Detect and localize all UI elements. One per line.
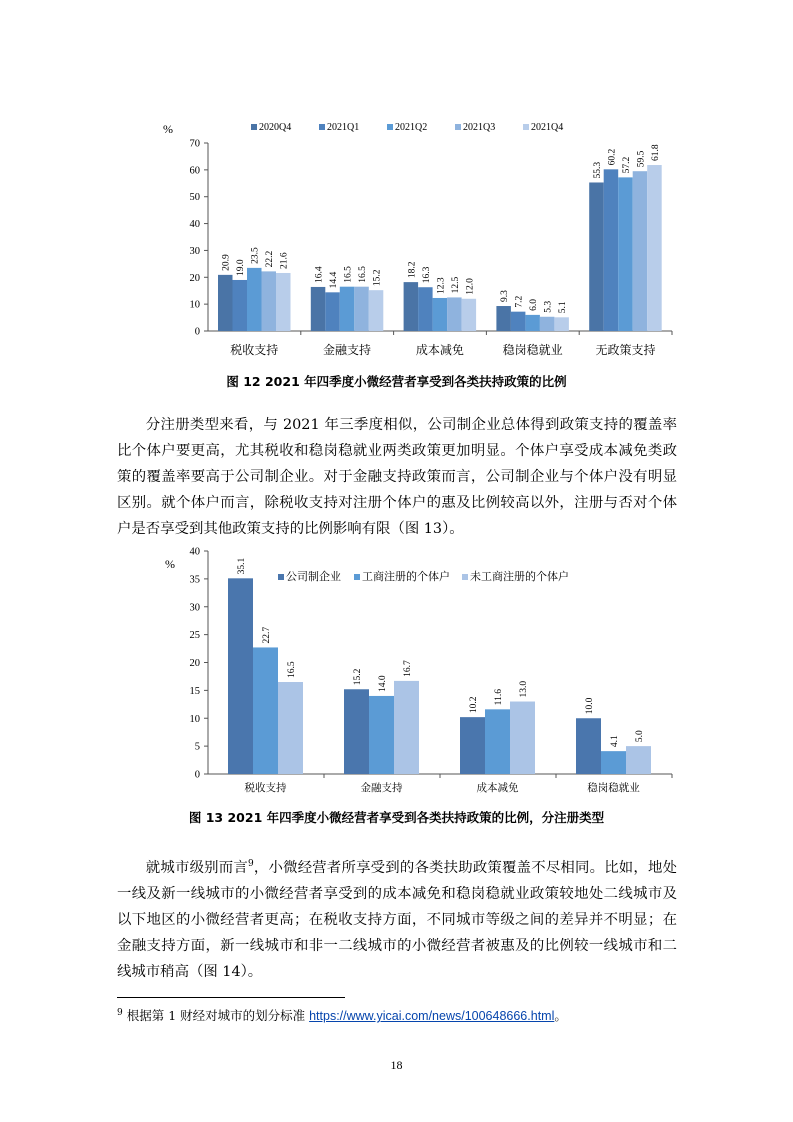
chart13-bar bbox=[626, 746, 651, 774]
chart13-y-tick-label: 10 bbox=[189, 713, 200, 725]
chart12-bar bbox=[633, 171, 648, 331]
chart12-data-label: 16.5 bbox=[358, 266, 369, 283]
chart13-data-label: 5.0 bbox=[635, 730, 645, 743]
chart12-legend-label: 2021Q2 bbox=[395, 122, 428, 133]
chart12-bar bbox=[404, 282, 419, 331]
chart13-data-label: 11.6 bbox=[494, 689, 504, 706]
chart13-y-tick-label: 25 bbox=[189, 630, 200, 642]
chart13-bar bbox=[228, 578, 253, 774]
chart13-category-label: 稳岗稳就业 bbox=[587, 783, 640, 794]
chart13-data-label: 16.7 bbox=[403, 660, 413, 677]
chart13-category-label: 税收支持 bbox=[244, 783, 287, 794]
chart12-data-label: 16.4 bbox=[314, 266, 325, 283]
chart12-y-tick-label: 50 bbox=[189, 192, 200, 204]
chart12-bar bbox=[604, 169, 619, 331]
chart12-category-label: 税收支持 bbox=[230, 343, 279, 357]
chart13-y-tick-label: 40 bbox=[189, 546, 200, 558]
chart12-bar bbox=[311, 287, 326, 331]
chart13-bar bbox=[278, 682, 303, 774]
chart13-group bbox=[165, 547, 672, 795]
chart12-bar bbox=[340, 287, 355, 331]
footnote-ref: 9 bbox=[247, 859, 254, 869]
chart12-bar bbox=[511, 312, 526, 331]
paragraph-2 bbox=[117, 851, 677, 985]
chart13-data-label: 15.2 bbox=[353, 668, 363, 686]
paragraph-2-text-b: ，小微经营者所享受到的各类扶助政策覆盖不尽相同。比如，地处一线及新一线城市的小微经营者享受到的成本减免和稳岗稳就业政策较地处二线城市及以下地区的小微经营者更高；在税收支持方面，不同城市等级之间的差异并不明显；在金融支持方面，新一线城市和非一二线城市的小微经营者被惠及的比例较一线城市和二线城市稍高（图 14）。 bbox=[117, 859, 677, 980]
chart13-bar bbox=[485, 709, 510, 774]
chart12-bar bbox=[496, 306, 511, 331]
chart13-y-tick-label: 0 bbox=[194, 769, 200, 781]
chart12-category-label: 成本减免 bbox=[415, 343, 464, 357]
chart12-bar bbox=[276, 273, 291, 331]
chart12-data-label: 16.5 bbox=[343, 266, 354, 283]
paragraph-1-text: 分注册类型来看，与 2021 年三季度相似，公司制企业总体得到政策支持的覆盖率比个体户要更高，尤其税收和稳岗稳就业两类政策更加明显。个体户享受成本减免类政策的覆盖率要高于公司制企业。对于金融支持政策而言，公司制企业与个体户没有明显区别。就个体户而言，除税收支持对注册个体户的惠及比例较高以外，注册与否对个体户是否享受到其他政策支持的比例影响有限（图 13）。 bbox=[117, 417, 677, 537]
chart12-bar bbox=[218, 275, 233, 331]
chart12-y-tick-label: 70 bbox=[189, 138, 200, 150]
chart12-category-label: 金融支持 bbox=[323, 343, 372, 357]
chart12-y-tick-label: 40 bbox=[189, 219, 200, 231]
chart12-category-label: 无政策支持 bbox=[595, 343, 656, 357]
chart13-y-label: % bbox=[165, 557, 175, 571]
chart13-bar bbox=[394, 681, 419, 774]
figure-12-caption: 图 12 2021 年四季度小微经营者享受到各类扶持政策的比例 bbox=[226, 374, 567, 389]
chart12-bar bbox=[369, 290, 384, 331]
chart12-bar bbox=[233, 280, 248, 331]
chart13-data-label: 10.0 bbox=[585, 697, 595, 715]
chart12-legend-swatch bbox=[387, 124, 393, 130]
chart13-bar bbox=[510, 702, 535, 774]
chart12-data-label: 22.2 bbox=[265, 250, 276, 268]
chart12-bar bbox=[589, 182, 604, 331]
page-number: 18 bbox=[390, 1058, 403, 1072]
chart12-category-label: 稳岗稳就业 bbox=[502, 343, 563, 357]
chart13-bar bbox=[601, 751, 626, 774]
chart13-category-label: 成本减免 bbox=[476, 783, 519, 794]
chart12-bar bbox=[618, 177, 633, 331]
chart12-bar bbox=[647, 165, 662, 331]
chart13-legend-swatch bbox=[354, 574, 360, 580]
chart13-category-label: 金融支持 bbox=[360, 783, 403, 794]
footnote-rule bbox=[117, 997, 345, 998]
chart12-data-label: 14.4 bbox=[329, 271, 340, 289]
chart12-y-tick-label: 0 bbox=[194, 326, 200, 338]
chart12-group bbox=[163, 122, 672, 357]
chart13-bar bbox=[344, 689, 369, 774]
chart12-data-label: 59.5 bbox=[636, 150, 647, 168]
chart13-y-tick-label: 5 bbox=[194, 741, 200, 753]
figure-13-caption: 图 13 2021 年四季度小微经营者享受到各类扶持政策的比例，分注册类型 bbox=[188, 810, 605, 825]
chart12-legend-label: 2021Q3 bbox=[463, 122, 496, 133]
paragraph-1 bbox=[117, 412, 677, 542]
chart13-data-label: 14.0 bbox=[378, 675, 388, 692]
paragraph-2-text-a: 就城市级别而言 bbox=[145, 859, 248, 876]
footnote-end: 。 bbox=[554, 1008, 567, 1023]
chart13-y-tick-label: 30 bbox=[189, 602, 200, 614]
chart13-legend-label: 未工商注册的个体户 bbox=[470, 571, 569, 583]
chart12-data-label: 16.3 bbox=[421, 266, 432, 284]
chart12-data-label: 12.5 bbox=[450, 276, 461, 294]
chart12-data-label: 18.2 bbox=[407, 261, 418, 279]
chart12-bar bbox=[262, 271, 277, 331]
chart13-data-label: 13.0 bbox=[519, 680, 529, 698]
chart12-data-label: 7.2 bbox=[514, 295, 525, 308]
chart12-y-label: % bbox=[163, 122, 173, 136]
chart12-y-tick-label: 60 bbox=[189, 165, 200, 177]
chart12-data-label: 60.2 bbox=[607, 148, 618, 166]
chart12-legend-swatch bbox=[251, 124, 257, 130]
chart12-bar bbox=[554, 317, 569, 331]
chart12-legend-label: 2020Q4 bbox=[259, 122, 292, 133]
chart12-legend-swatch bbox=[455, 124, 461, 130]
chart13-y-tick-label: 20 bbox=[189, 658, 200, 669]
chart13-bar bbox=[369, 696, 394, 774]
chart12-data-label: 55.3 bbox=[592, 161, 603, 179]
chart12-legend-swatch bbox=[319, 124, 325, 130]
chart12-bar bbox=[462, 299, 477, 331]
chart12-y-tick-label: 30 bbox=[189, 245, 200, 257]
chart13-legend-label: 公司制企业 bbox=[286, 571, 341, 583]
chart12-data-label: 23.5 bbox=[250, 247, 261, 264]
chart12-data-label: 15.2 bbox=[372, 269, 383, 287]
chart12-legend-swatch bbox=[523, 124, 529, 130]
chart12-bar bbox=[418, 287, 433, 331]
chart12-y-tick-label: 20 bbox=[189, 272, 200, 284]
chart13-data-label: 16.5 bbox=[287, 661, 297, 679]
chart12-data-label: 21.6 bbox=[279, 252, 290, 269]
chart12-bar bbox=[247, 268, 262, 331]
chart12-data-label: 5.1 bbox=[558, 301, 569, 314]
footnote bbox=[117, 1006, 567, 1024]
chart12-data-label: 57.2 bbox=[621, 156, 632, 174]
chart13-bar bbox=[460, 717, 485, 774]
footnote-number: 9 bbox=[117, 1007, 123, 1018]
chart13-legend-label: 工商注册的个体户 bbox=[362, 571, 450, 583]
chart12-data-label: 5.3 bbox=[543, 300, 554, 313]
chart12-bar bbox=[433, 298, 448, 331]
chart13-data-label: 10.2 bbox=[469, 696, 479, 714]
chart12-bar bbox=[525, 315, 540, 331]
chart12-bar bbox=[447, 297, 462, 331]
chart13-bar bbox=[253, 647, 278, 774]
chart12-legend-label: 2021Q1 bbox=[327, 122, 360, 133]
chart12-data-label: 12.0 bbox=[465, 278, 476, 295]
footnote-link[interactable]: https://www.yicai.com/news/100648666.html bbox=[309, 1009, 555, 1023]
chart12-data-label: 61.8 bbox=[650, 144, 661, 162]
chart13-data-label: 22.7 bbox=[262, 626, 272, 644]
chart12-bar bbox=[325, 292, 340, 331]
chart12-data-label: 6.0 bbox=[529, 299, 540, 311]
chart12-data-label: 19.0 bbox=[236, 259, 247, 276]
chart13-y-tick-label: 35 bbox=[189, 574, 200, 586]
chart13-data-label: 4.1 bbox=[610, 735, 620, 748]
chart12-bar bbox=[540, 317, 555, 331]
chart12-legend-label: 2021Q4 bbox=[531, 122, 564, 133]
chart13-legend-swatch bbox=[278, 574, 284, 580]
chart12-bar bbox=[354, 287, 369, 331]
footnote-text: 根据第 1 财经对城市的划分标准 bbox=[126, 1008, 310, 1023]
chart13-y-tick-label: 15 bbox=[189, 685, 200, 697]
chart13-bar bbox=[576, 718, 601, 774]
chart12-data-label: 12.3 bbox=[436, 277, 447, 294]
chart12-data-label: 20.9 bbox=[221, 254, 232, 271]
chart13-legend-swatch bbox=[462, 574, 468, 580]
chart12-data-label: 9.3 bbox=[500, 290, 511, 303]
chart12-y-tick-label: 10 bbox=[189, 299, 200, 311]
chart13-data-label: 35.1 bbox=[237, 557, 247, 575]
